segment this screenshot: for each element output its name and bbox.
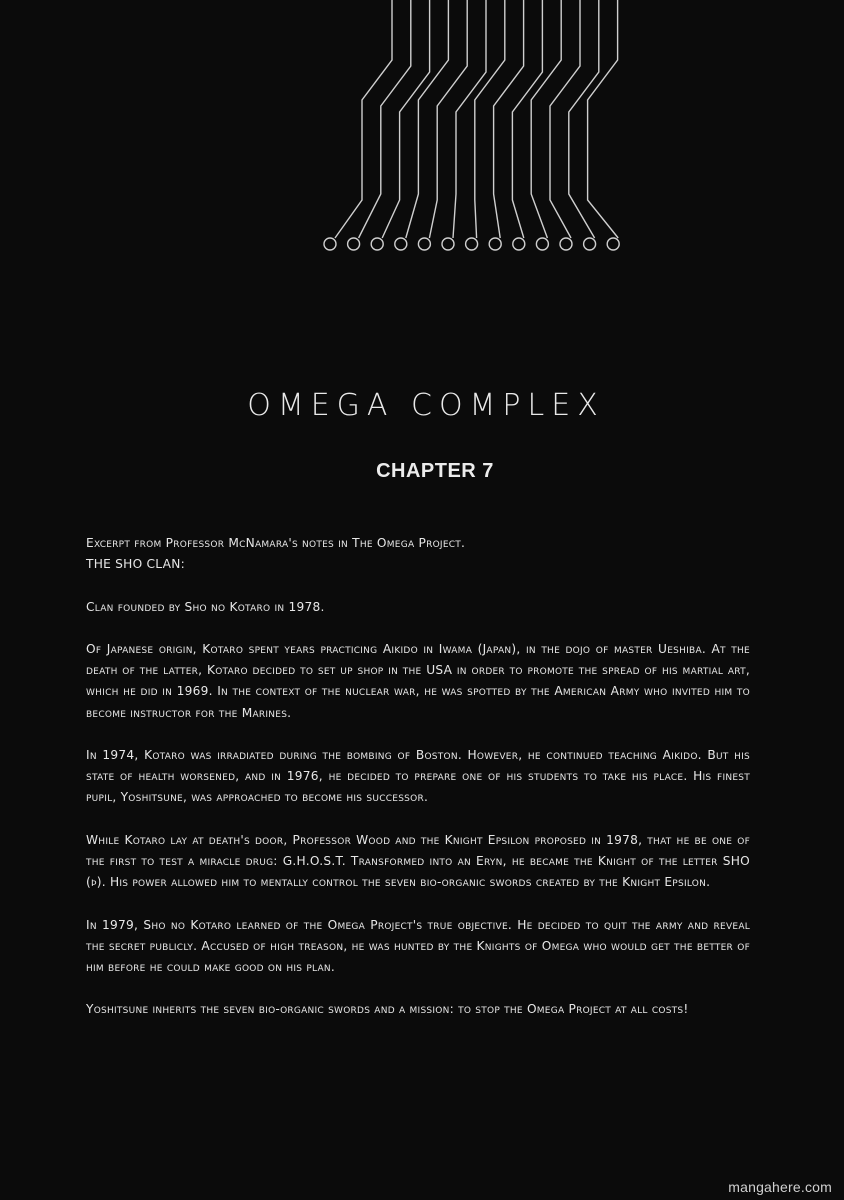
circuit-terminal-circle — [348, 238, 360, 250]
circuit-trace — [512, 0, 542, 238]
notes-paragraph-3: In 1974, Kotaro was irradiated during the bombing of Boston. However, he continued teaching Aikido. But his state of health worsened, and in 1976, he decided to prepare one of his students to take his place. His finest pupil, Yoshitsune, was approached to become his successor. — [86, 747, 750, 805]
circuit-terminal-circle — [536, 238, 548, 250]
notes-heading: THE SHO CLAN: — [86, 557, 185, 572]
circuit-trace — [382, 0, 429, 238]
circuit-trace — [550, 0, 580, 238]
notes-paragraph-5: In 1979, Sho no Kotaro learned of the Omega Project's true objective. He decided to quit the army and reveal the secret publicly. Accused of high treason, he was hunted by the Knights of Omega who would get the better of him before he could make good on his plan. — [86, 917, 750, 974]
circuit-terminal-circle — [466, 238, 478, 250]
circuit-traces-graphic — [0, 0, 844, 280]
circuit-trace — [475, 0, 505, 238]
circuit-terminal-circle — [560, 238, 572, 250]
circuit-trace — [588, 0, 619, 238]
circuit-terminal-circle — [418, 238, 430, 250]
chapter-heading: CHAPTER 7 — [376, 460, 494, 482]
circuit-trace — [335, 0, 392, 238]
circuit-trace — [453, 0, 486, 238]
circuit-terminal-circle — [607, 238, 619, 250]
circuit-terminal-circle — [371, 238, 383, 250]
watermark: mangahere.com — [728, 1179, 832, 1195]
circuit-terminal-circle — [395, 238, 407, 250]
notes-paragraph-1: Clan founded by Sho no Kotaro in 1978. — [86, 599, 325, 614]
circuit-terminal-circle — [513, 238, 525, 250]
circuit-terminal-circle — [324, 238, 336, 250]
circuit-terminal-circle — [442, 238, 454, 250]
circuit-trace — [494, 0, 524, 238]
circuit-trace — [406, 0, 449, 238]
circuit-terminal-circle — [489, 238, 501, 250]
notes-paragraph-2: Of Japanese origin, Kotaro spent years practicing Aikido in Iwama (Japan), in the dojo of master Ueshiba. At the death of the latter, Kotaro decided to set up shop in the USA in order to promote the spread of his martial art, which he did in 1969. In the context of the nuclear war, he was spotted by the American Army who invited him to become instructor for the Marines. — [86, 641, 750, 720]
circuit-trace — [531, 0, 561, 238]
notes-paragraph-4: While Kotaro lay at death's door, Professor Wood and the Knight Epsilon proposed in 1978, that he be one of the first to test a miracle drug: G.H.O.S.T. Transformed into an Eryn, he became the Knight of the letter SHO (þ). His power allowed him to mentally control the seven bio-organic swords created by the Knight Epsilon. — [86, 832, 750, 890]
circuit-trace — [359, 0, 411, 238]
notes-intro: Excerpt from Professor McNamara's notes in The Omega Project. — [86, 536, 466, 550]
notes-excerpt — [86, 533, 750, 1042]
circuit-terminal-circle — [584, 238, 596, 250]
page-title: OMEGA COMPLEX — [247, 388, 605, 423]
circuit-trace — [569, 0, 599, 238]
notes-paragraph-6: Yoshitsune inherits the seven bio-organic swords and a mission: to stop the Omega Project at all costs! — [86, 1002, 689, 1017]
